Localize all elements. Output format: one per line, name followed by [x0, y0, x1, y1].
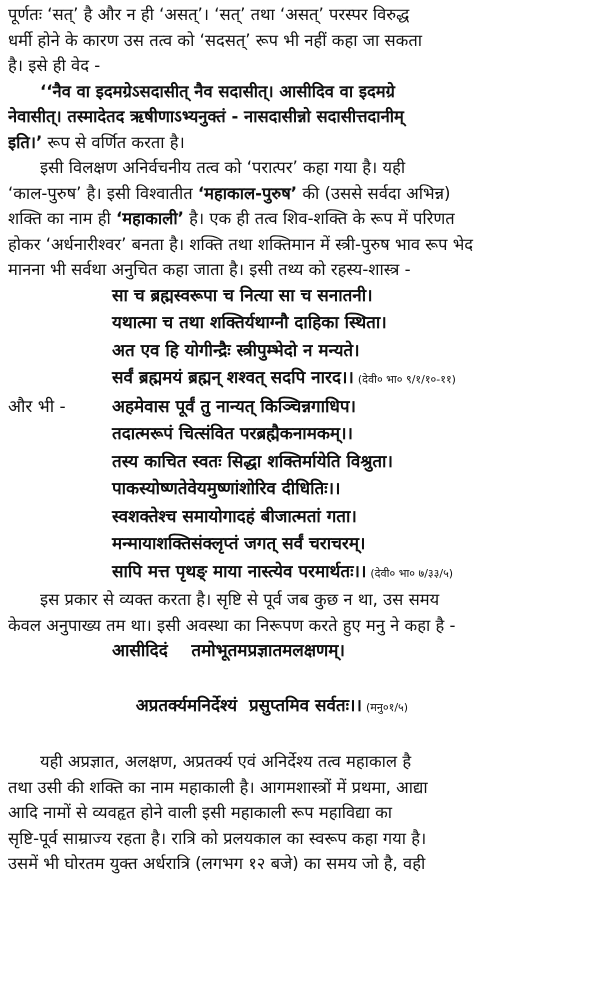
text-line: इस प्रकार से व्यक्त करता है। सृष्टि से पूर्व जब कुछ न था, उस समय — [40, 590, 440, 609]
text-line — [8, 181, 590, 207]
verse-line: पाकस्योष्णतेवेयमुष्णांशोरिव दीधितिः।। — [112, 479, 341, 499]
verse-line: आसीदिदं तमोभूतमप्रज्ञातमलक्षणम्। — [112, 641, 345, 661]
text-line: इसी विलक्षण अनिर्वचनीय तत्व को ‘परात्पर’ कहा गया है। यही — [40, 158, 406, 177]
verse-reference: (देवी० भा० ९/१/१०-११) — [357, 373, 456, 386]
verse-line — [8, 365, 590, 394]
verse-line: यथात्मा च तथा शक्तिर्यथाग्नौ दाहिका स्थिता। — [112, 313, 387, 333]
verse-line — [8, 394, 590, 422]
verse-line: तदात्मरूपं चित्संवित परब्रह्मैकनामकम्।। — [112, 424, 353, 444]
text-span: की (उससे सर्वदा अभिन्न) — [297, 183, 451, 203]
verse-reference: (मनु०१/५) — [365, 701, 409, 714]
verse-line: तस्य काचित स्वतः सिद्धा शक्तिर्मायेति विश्रुता। — [112, 451, 393, 472]
text-span: शक्ति का नाम ही — [8, 209, 117, 228]
verse-line — [8, 559, 590, 588]
verse-text: अहमेवास पूर्वं तु नान्यत् किञ्चिन्नगाधिप। — [112, 396, 356, 417]
verse-text: सर्वं ब्रह्ममयं ब्रह्मन् शश्वत् सदपि नारद।। — [112, 368, 354, 388]
text-line: उसमें भी घोरतम युक्त अर्धरात्रि (लगभग १२ बजे) का समय जो है, वही — [8, 854, 426, 873]
text-span: है। एक ही तत्व शिव-शक्ति के रूप में परिणत — [183, 209, 455, 228]
verse-prefix: और भी - — [8, 396, 66, 417]
text-line: मानना भी सर्वथा अनुचित कहा जाता है। इसी तथ्य को रहस्य-शास्त्र - — [8, 260, 411, 279]
quote-line: नेवासीत्। तस्मादेतद ऋषीणाऽभ्यनुक्तं - नासदासीन्नो सदासीत्तदानीम् — [8, 107, 404, 126]
text-line: केवल अनुपाख्य तम था। इसी अवस्था का निरूपण करते हुए मनु ने कहा है - — [8, 615, 456, 635]
text-line — [8, 206, 590, 232]
verse-reference: (देवी० भा० ७/३३/५) — [370, 566, 454, 580]
text-line: पूर्णतः ‘सत्’ है और न ही ‘असत्’। ‘सत्’ तथा ‘असत्’ परस्पर विरुद्ध — [8, 5, 410, 24]
text-line: यही अप्रज्ञात, अलक्षण, अप्रतर्क्य एवं अनिर्देश्य तत्व महाकाल है — [40, 752, 412, 771]
quote-line — [8, 130, 590, 156]
verse-line: अत एव हि योगीन्द्रैः स्त्रीपुम्भेदो न मन्यते। — [112, 340, 360, 361]
verse-line: मन्मायाशक्तिसंक्लृप्तं जगत् सर्वं चराचरम्। — [112, 534, 366, 554]
emphasis-term: ‘महाकाली’ — [116, 209, 184, 228]
verse-line: सा च ब्रह्मस्वरूपा च नित्या सा च सनातनी। — [112, 285, 373, 306]
text-line: सृष्टि-पूर्व साम्राज्य रहता है। रात्रि को प्रलयकाल का स्वरूप कहा गया है। — [8, 828, 427, 848]
text-line: है। इसे ही वेद - — [8, 56, 101, 75]
verse-line: स्वशक्तेश्च समायोगादहं बीजात्मतां गता। — [112, 506, 357, 527]
text-line: तथा उसी की शक्ति का नाम महाकाली है। आगमशास्त्रों में प्रथमा, आद्या — [8, 777, 428, 797]
verse-text: अप्रतर्क्यमनिर्देश्यं प्रसुप्तमिव सर्वतः।। — [135, 696, 362, 716]
verse-text: सापि मत्त पृथङ् माया नास्त्येव परमार्थतः।। — [112, 561, 367, 582]
emphasis-term: ‘महाकाल-पुरुष’ — [197, 183, 298, 203]
text-line: आदि नामों से व्यवहृत होने वाली इसी महाकाली रूप महाविद्या का — [8, 803, 393, 822]
text-line: होकर ‘अर्धनारीश्वर’ बनता है। शक्ति तथा शक्तिमान में स्त्री-पुरुष भाव रूप भेद — [8, 234, 474, 254]
quote-end: इति।’ — [8, 132, 43, 152]
text-span: ‘काल-पुरुष’ है। इसी विश्वातीत — [8, 183, 198, 203]
text-span: रूप से वर्णित करता है। — [42, 132, 185, 152]
verse-line — [8, 666, 590, 750]
quote-line: ‘‘नैव वा इदमग्रेऽसदासीत् नैव सदासीत्। आसीदिव वा इदमग्रे — [40, 81, 395, 101]
text-line: धर्मी होने के कारण उस तत्व को ‘सदसत्’ रूप भी नहीं कहा जा सकता — [8, 30, 423, 50]
